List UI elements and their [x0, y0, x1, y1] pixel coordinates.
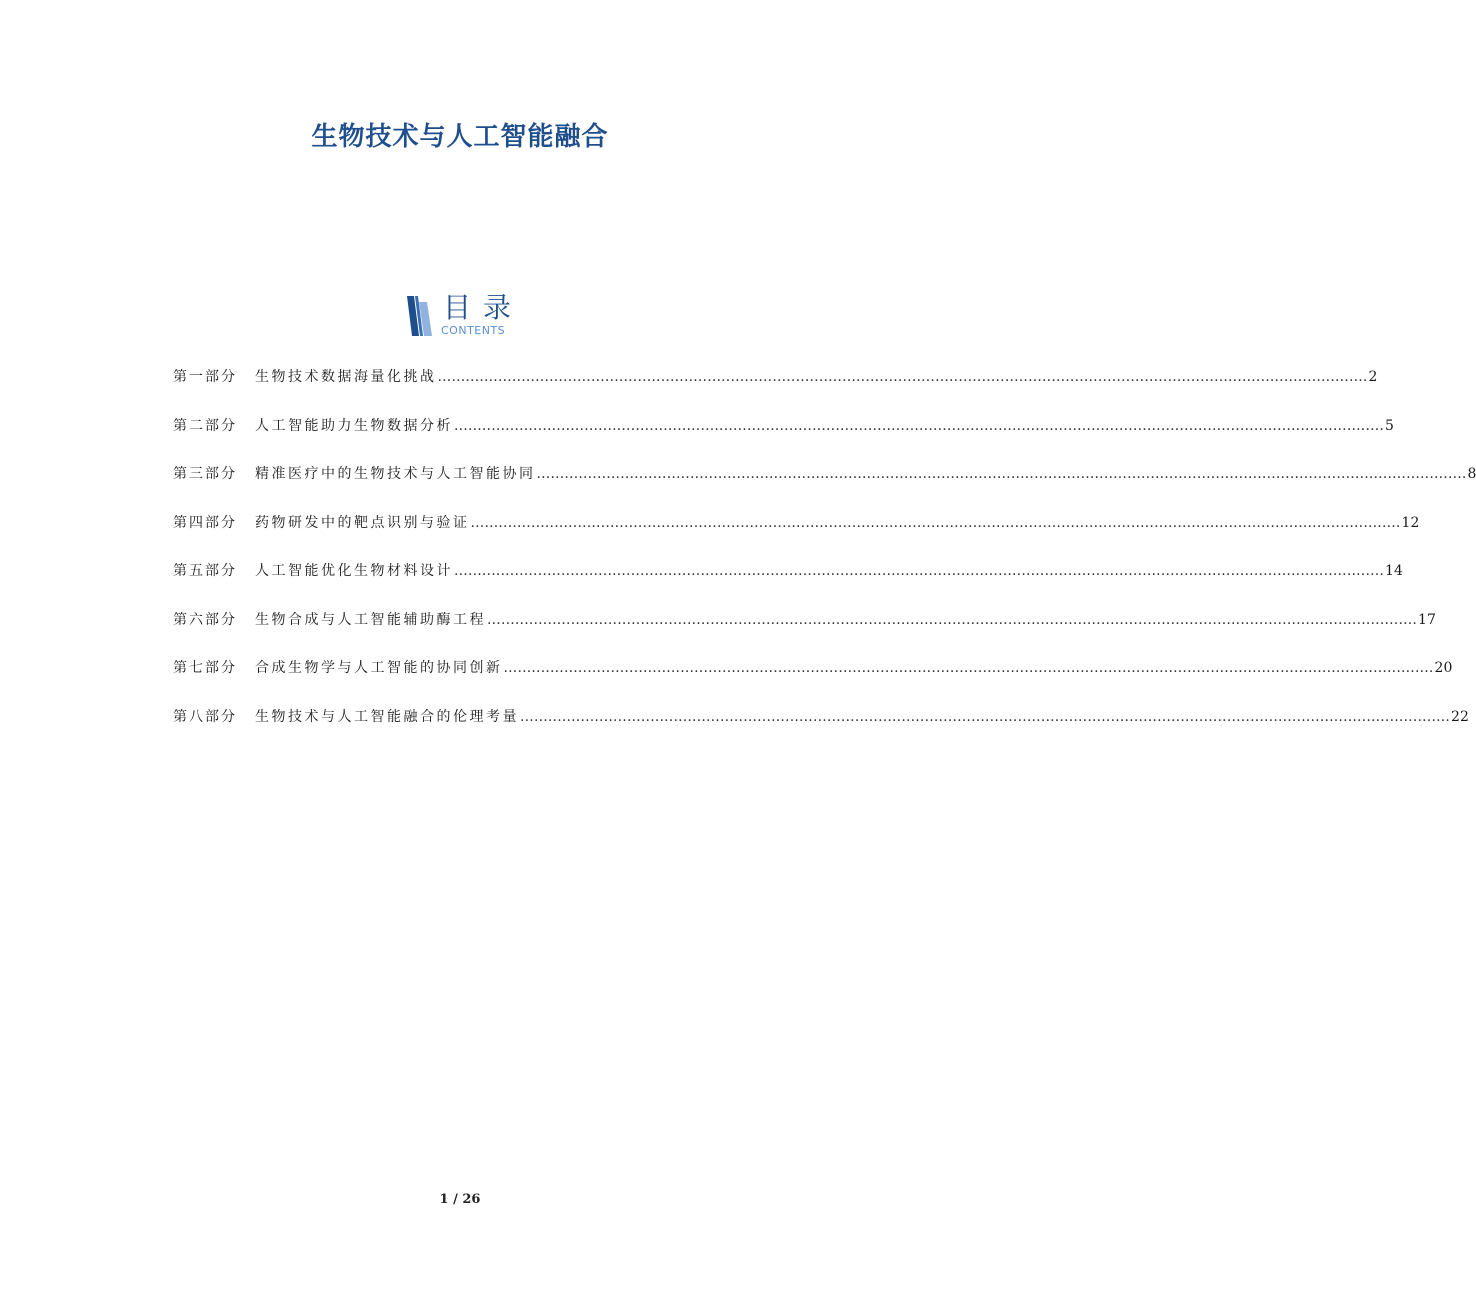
toc-item-page: 2 [1368, 369, 1378, 385]
toc-list [173, 365, 1476, 753]
toc-leader-dots: ........................................................................................................................................................................................................ [454, 417, 1385, 434]
toc-item[interactable] [173, 559, 1403, 608]
toc-item-page: 20 [1434, 660, 1453, 676]
toc-item-part: 第六部分 [173, 611, 237, 628]
toc-item[interactable] [173, 365, 1378, 414]
toc-item-page: 12 [1401, 514, 1420, 531]
toc-item-part: 第五部分 [173, 563, 237, 579]
toc-item-page: 22 [1451, 708, 1469, 725]
toc-item-part: 第三部分 [173, 466, 237, 482]
toc-item-title: 人工智能优化生物材料设计 [255, 563, 453, 579]
toc-item[interactable] [173, 511, 1420, 560]
page-number: 1 / 26 [439, 1192, 481, 1207]
toc-item-part: 第四部分 [173, 514, 237, 531]
toc-title: 目录 [443, 291, 524, 324]
toc-item-title: 生物合成与人工智能辅助酶工程 [255, 611, 486, 628]
toc-leader-dots: ........................................................................................................................................................................................................ [437, 369, 1368, 385]
toc-item-title: 生物技术与人工智能融合的伦理考量 [255, 708, 519, 725]
toc-item-title: 人工智能助力生物数据分析 [255, 417, 453, 434]
toc-leader-dots: ........................................................................................................................................................................................................ [487, 611, 1418, 628]
toc-leader-dots: ........................................................................................................................................................................................................ [503, 660, 1434, 676]
toc-item[interactable] [173, 608, 1436, 657]
toc-item-part: 第一部分 [173, 369, 237, 385]
toc-heading [405, 292, 545, 342]
toc-item[interactable] [173, 705, 1469, 754]
toc-leader-dots: ........................................................................................................................................................................................................ [470, 514, 1401, 531]
toc-item-page: 14 [1385, 563, 1403, 579]
toc-item-title: 药物研发中的靶点识别与验证 [255, 514, 470, 531]
toc-subtitle: CONTENTS [441, 324, 506, 337]
toc-item-page: 17 [1418, 611, 1436, 628]
document-title: 生物技术与人工智能融合 [311, 122, 609, 152]
toc-item[interactable] [173, 656, 1453, 705]
toc-item-page: 8 [1467, 466, 1476, 482]
toc-leader-dots: ........................................................................................................................................................................................................ [454, 563, 1385, 579]
toc-item-title: 精准医疗中的生物技术与人工智能协同 [255, 466, 536, 482]
book-stripes-icon [405, 294, 435, 338]
toc-item[interactable] [173, 414, 1394, 463]
toc-item-part: 第八部分 [173, 708, 237, 725]
toc-item-page: 5 [1385, 417, 1394, 434]
toc-leader-dots: ........................................................................................................................................................................................................ [520, 708, 1451, 725]
toc-item-part: 第二部分 [173, 417, 237, 434]
toc-leader-dots: ........................................................................................................................................................................................................ [536, 466, 1467, 482]
toc-item-title: 合成生物学与人工智能的协同创新 [255, 660, 503, 676]
toc-item[interactable] [173, 462, 1476, 511]
toc-item-title: 生物技术数据海量化挑战 [255, 369, 437, 385]
toc-item-part: 第七部分 [173, 660, 237, 676]
